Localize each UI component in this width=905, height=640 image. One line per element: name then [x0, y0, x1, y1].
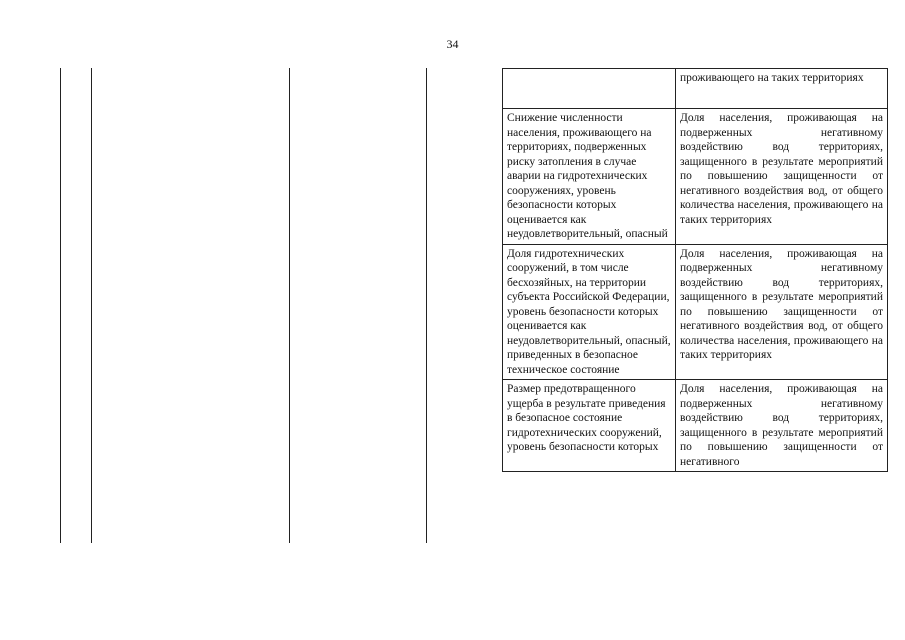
table-column-border	[91, 68, 92, 543]
description-text: Доля населения, проживающая на подверженных негативному воздействию вод территориях, защищенного в результате мероприятий по повышению защищенности от негативного	[680, 383, 883, 468]
indicators-table	[502, 68, 888, 472]
table-row	[503, 109, 888, 245]
description-cell	[676, 69, 888, 109]
description-text: Доля населения, проживающая на подверженных негативному воздействию вод территориях, защищенного в результате мероприятий по повышению защищенности от негативного воздействия вод, от общего количества населения, проживающего на таких территориях	[680, 112, 883, 226]
indicator-cell: Доля гидротехнических сооружений, в том числе бесхозяйных, на территории субъекта Российской Федерации, уровень безопасности которых оценивается как неудовлетворительный, опасный, приведенных в безопасное техническое состояние	[503, 244, 676, 380]
table-column-border	[60, 68, 61, 543]
table-row	[503, 380, 888, 472]
description-text: Доля населения, проживающая на подверженных негативному воздействию вод территориях, защищенного в результате мероприятий по повышению защищенности от негативного воздействия вод, от общего количества населения, проживающего на таких территориях	[680, 247, 883, 361]
indicator-cell	[503, 69, 676, 109]
description-text: проживающего на таких территориях	[680, 72, 864, 84]
indicator-cell: Снижение численности населения, проживающего на территориях, подверженных риску затопления в случае аварии на гидротехнических сооружениях, уровень безопасности которых оценивается как неудовлетворительный, опасный	[503, 109, 676, 245]
indicator-cell: Размер предотвращенного ущерба в результате приведения в безопасное состояние гидротехнических сооружений, уровень безопасности которых	[503, 380, 676, 472]
table-row	[503, 69, 888, 109]
description-cell	[676, 244, 888, 380]
description-cell	[676, 380, 888, 472]
description-cell	[676, 109, 888, 245]
page-number: 34	[446, 37, 459, 51]
table-row	[503, 244, 888, 380]
table-column-border	[426, 68, 427, 543]
table-column-border	[289, 68, 290, 543]
